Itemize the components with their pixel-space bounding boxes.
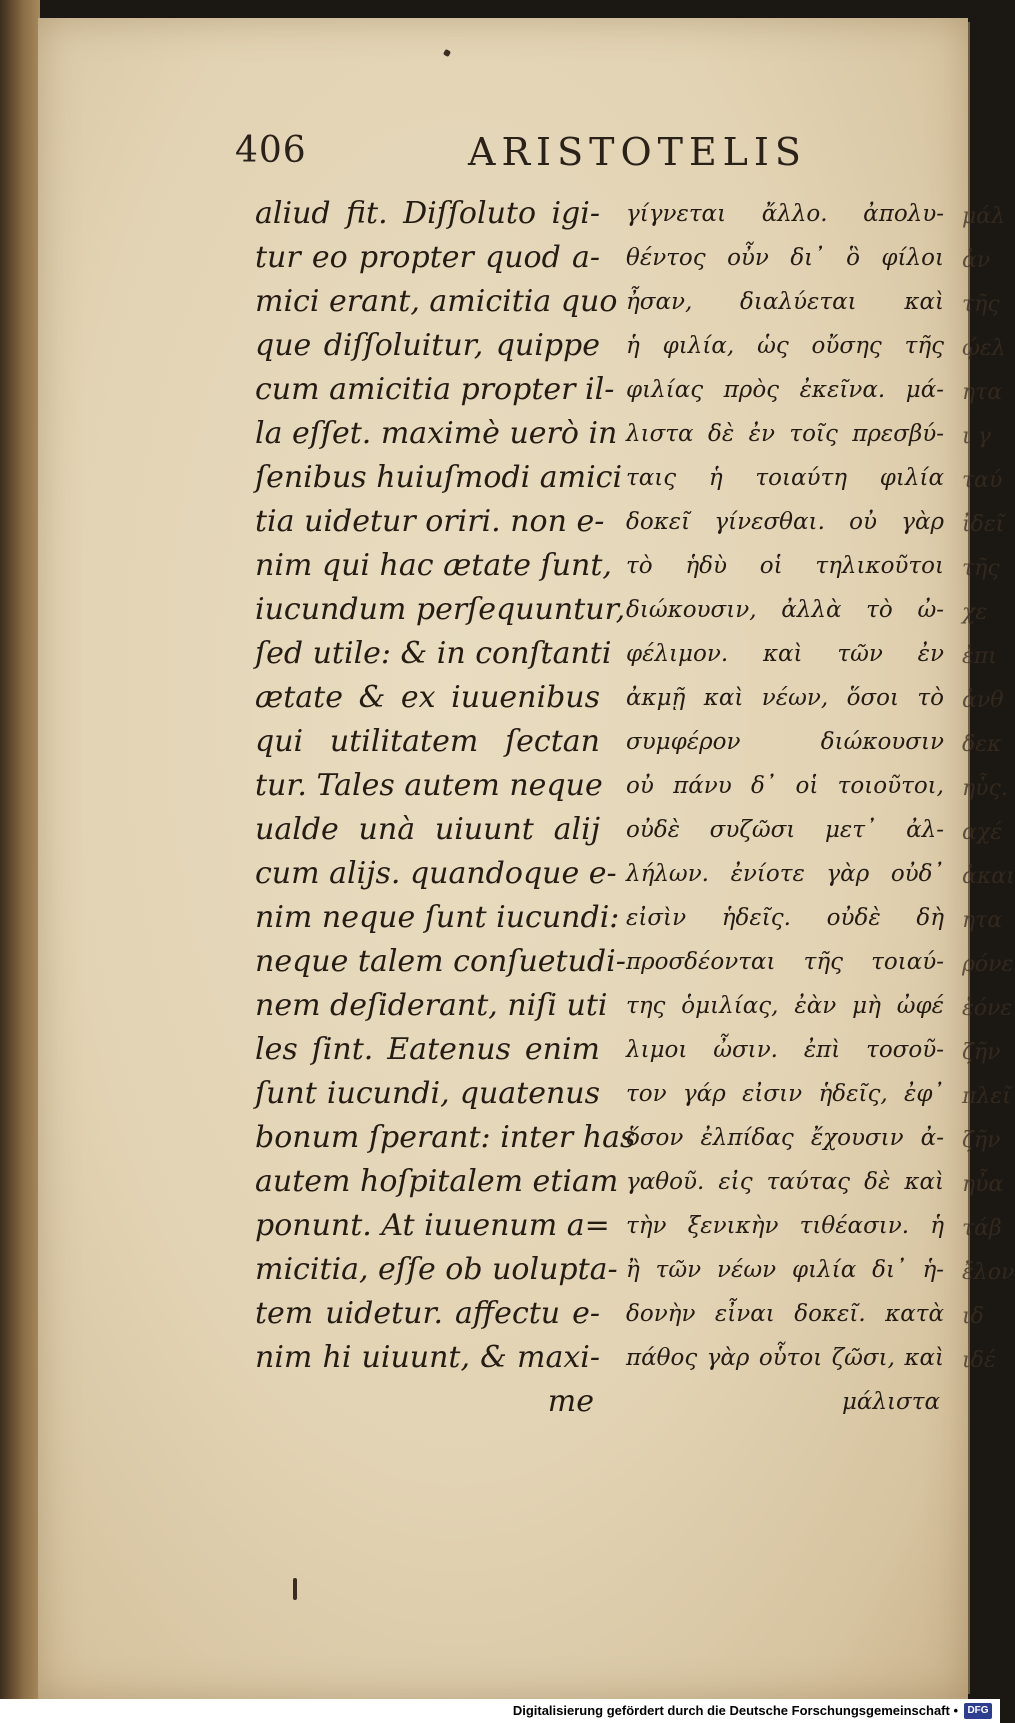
greek-line: διώκουσιν, ἀλλὰ τὸ ὠ- [626,597,944,623]
bleed-through-fragment: ἀνθ [962,688,1004,713]
bleed-through-fragment: ητα [962,380,1003,405]
latin-line: que diſſoluitur, quippe [255,328,600,363]
greek-line: οὐ πάνυ δ᾽ οἱ τοιοῦτοι, [626,773,944,799]
greek-line: γαθοῦ. εἰς ταύτας δὲ καὶ [626,1169,944,1195]
latin-line: bonum ſperant: inter has [255,1120,636,1155]
bleed-through-fragment: ἀκαι [962,864,1015,889]
bleed-through-fragment: ταύ [962,468,1003,493]
latin-line: qui utilitatem ſectan [255,724,600,759]
latin-line: iucundum perſequuntur, [255,592,626,627]
latin-line: mici erant, amicitia quo [255,284,618,319]
greek-catchword: μάλιστα [841,1389,940,1415]
bleed-through-fragment: ιδέ [962,1348,996,1373]
greek-line: λιμοι ὦσιν. ἐπὶ τοσοῦ- [626,1037,944,1063]
bleed-through-fragment: ζῆν [962,1040,1001,1065]
bleed-through-fragment: ηὖς. [962,776,1008,801]
bleed-through-fragment: ρόνε [962,952,1014,977]
latin-line: neque talem conſuetudi- [255,944,626,979]
bleed-through-fragment: ῴελ [962,336,1006,361]
greek-line: της ὁμιλίας, ἐὰν μὴ ὠφέ [626,993,944,1019]
greek-line: λιστα δὲ ἐν τοῖς πρεσβύ- [626,421,944,447]
greek-line: συμφέρον διώκουσιν [626,729,944,755]
latin-catchword: me [547,1384,594,1419]
latin-line: tur. Tales autem neque [255,768,603,803]
greek-line: φιλίας πρὸς ἐκεῖνα. μά- [626,377,944,403]
latin-line: cum alijs. quandoque e- [255,856,617,891]
greek-line: ταις ἡ τοιαύτη φιλία [626,465,944,491]
greek-line: τον γάρ εἰσιν ἡδεῖς, ἐφ᾽ [626,1081,944,1107]
greek-line: τὸ ἡδὺ οἱ τηλικοῦτοι [626,553,944,579]
greek-column [626,192,944,1424]
greek-line: γίγνεται ἄλλο. ἀπολυ- [626,201,944,227]
bleed-through-fragment: ητα [962,908,1003,933]
latin-line: tia uidetur oriri. non e- [255,504,605,539]
latin-line: les ſint. Eatenus enim [255,1032,600,1067]
latin-line: autem hoſpitalem etiam [255,1164,619,1199]
bleed-through-fragment: ἰδεῖ [962,512,1005,537]
latin-line: nim qui hac ætate ſunt, [255,548,612,583]
greek-line: ὅσον ἐλπίδας ἔχουσιν ἀ- [626,1125,944,1151]
bleed-through-fragment: χε [962,600,988,625]
bleed-through-fragment: μάλ [962,204,1006,229]
latin-line: nim hi uiuunt, & maxi- [255,1340,600,1375]
greek-line: δοκεῖ γίνεσθαι. οὐ γὰρ [626,509,944,535]
book-binding [0,0,40,1723]
running-head: ARISTOTELIS [468,130,807,174]
greek-line: εἰσὶν ἡδεῖς. οὐδὲ δὴ [626,905,944,931]
latin-line: ſunt iucundi, quatenus [255,1076,600,1111]
dfg-logo: DFG [964,1703,992,1719]
latin-line: micitia, eſſe ob uolupta- [255,1252,618,1287]
latin-line: tur eo propter quod a- [255,240,600,275]
greek-line: θέντος οὖν δι᾽ ὃ φίλοι [626,245,944,271]
bleed-through-fragment: τάβ [962,1216,1002,1241]
bleed-through-fragment: ι γ [962,424,991,449]
latin-line: ætate & ex iuuenibus [255,680,600,715]
bleed-through-fragment: ἐπι [962,644,997,669]
greek-line: πάθος γὰρ οὗτοι ζῶσι, καὶ [626,1345,944,1371]
greek-line: λήλων. ἐνίοτε γὰρ οὐδ᾽ [626,861,944,887]
bleed-through-fragment: ζῆν [962,1128,1001,1153]
greek-line: ἦσαν, διαλύεται καὶ [626,289,944,315]
greek-line: προσδέονται τῆς τοιαύ- [626,949,944,975]
bleed-through-fragment: τῆς [962,556,1000,581]
ink-mark [293,1578,297,1600]
greek-line: ἀκμῇ καὶ νέων, ὅσοι τὸ [626,685,944,711]
bleed-through-fragment: ἀν [962,248,991,273]
latin-line: tem uidetur. affectu e- [255,1296,600,1331]
greek-line: ἡ φιλία, ὡς οὔσης τῆς [626,333,944,359]
latin-line: nim neque ſunt iucundi: [255,900,620,935]
greek-line: ἢ τῶν νέων φιλία δι᾽ ἡ- [626,1257,944,1283]
latin-line: ſenibus huiuſmodi amici [255,460,623,495]
bleed-through-fragment: δεκ [962,732,1002,757]
greek-line: δονὴν εἶναι δοκεῖ. κατὰ [626,1301,944,1327]
bleed-through-fragment: ἑόνε [962,996,1013,1021]
greek-line: φέλιμον. καὶ τῶν ἐν [626,641,944,667]
bleed-through-fragment: ἔλον [962,1260,1015,1285]
bleed-through-fragment: ιδ [962,1304,984,1329]
greek-line: τὴν ξενικὴν τιθέασιν. ἡ [626,1213,944,1239]
latin-line: aliud fit. Diſſoluto igi- [255,196,600,231]
greek-line: οὐδὲ συζῶσι μετ᾽ ἀλ- [626,817,944,843]
latin-line: ponunt. At iuuenum a= [255,1208,610,1243]
latin-column [255,192,636,1424]
page-number: 406 [235,130,307,171]
page-header [0,130,1000,180]
latin-line: nem deſiderant, niſi uti [255,988,608,1023]
latin-line: ſed utile: & in conſtanti [255,636,612,671]
digitization-footer [0,1699,1000,1723]
latin-line: cum amicitia propter il- [255,372,615,407]
bleed-through-fragment: αχέ [962,820,1002,845]
latin-line: la eſſet. maximè uerò in [255,416,618,451]
bleed-through-column [962,195,1015,1383]
bleed-through-fragment: τῆς [962,292,1000,317]
bleed-through-fragment: ηὖα [962,1172,1004,1197]
funding-credit: Digitalisierung gefördert durch die Deutsche Forschungsgemeinschaft • [512,1703,958,1718]
bleed-through-fragment: πλεῖ [962,1084,1011,1109]
latin-line: ualde unà uiuunt alij [255,812,600,847]
